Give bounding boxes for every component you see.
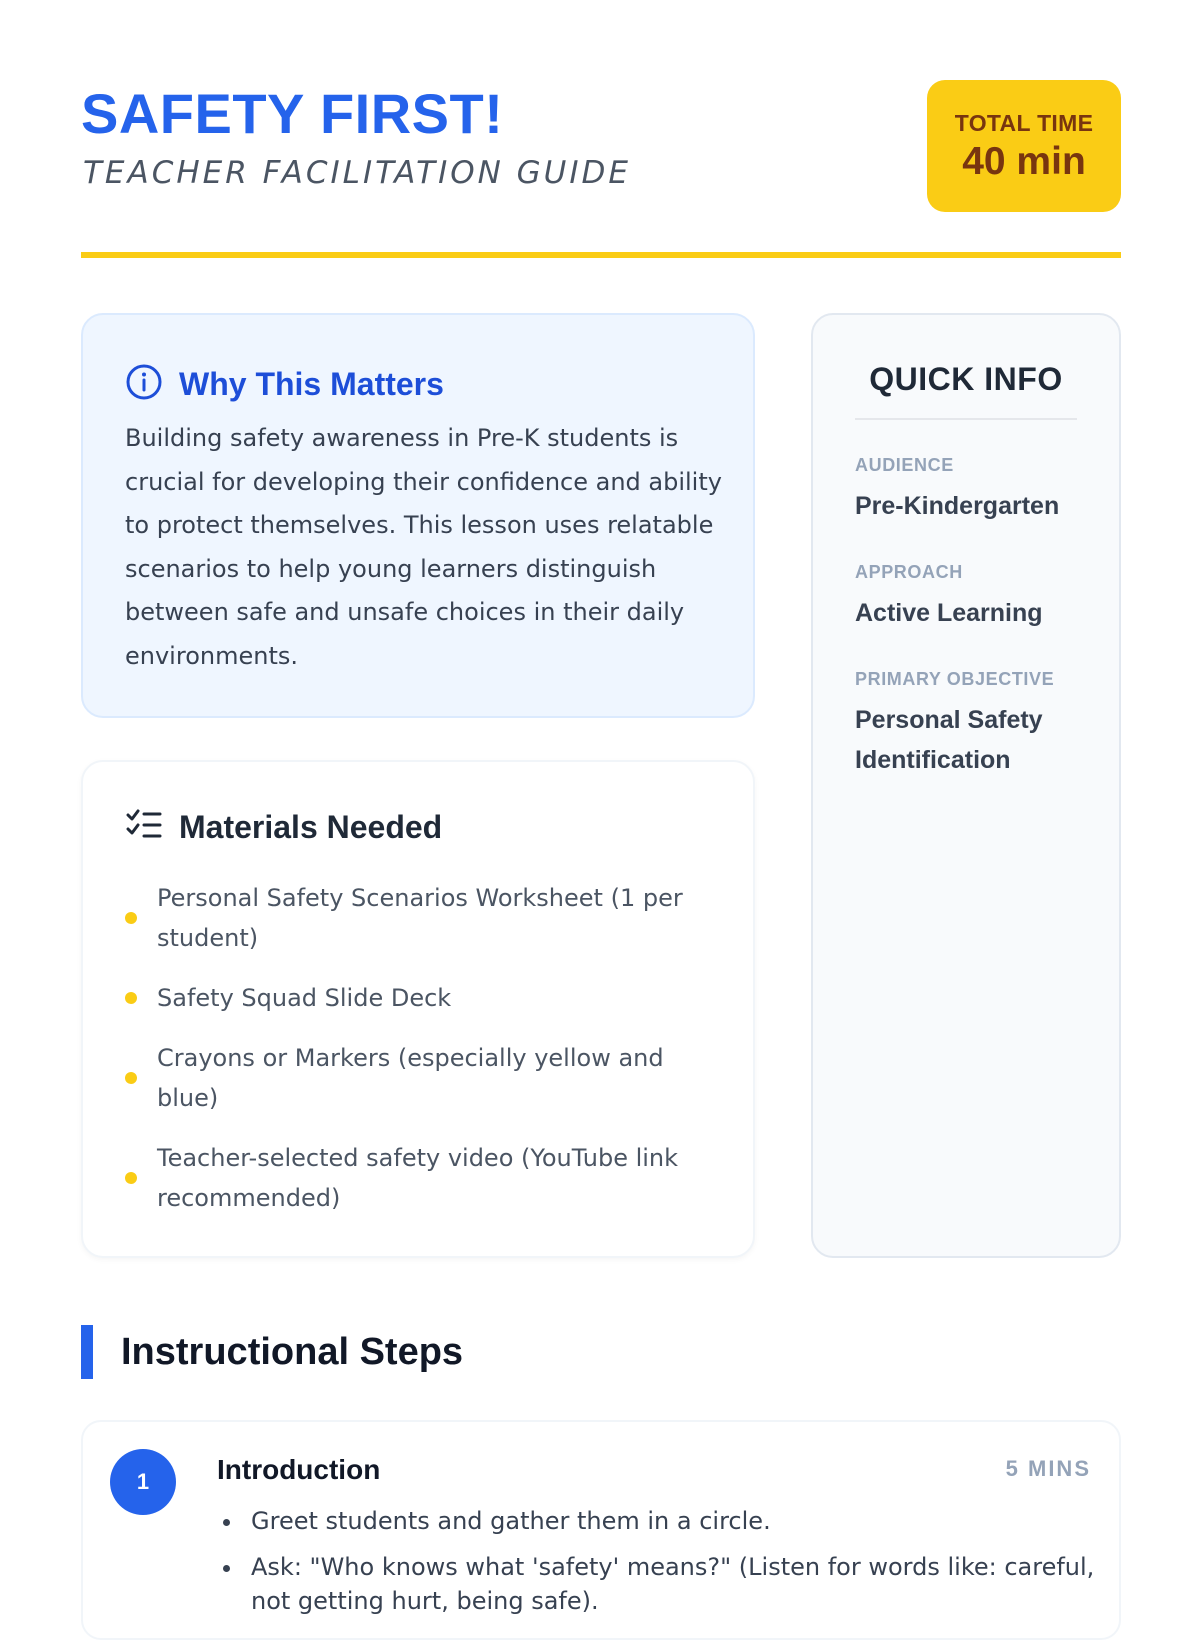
materials-list — [125, 878, 725, 1238]
objective-label: PRIMARY OBJECTIVE — [855, 669, 1055, 689]
material-item-text: Personal Safety Scenarios Worksheet (1 per student) — [157, 884, 683, 952]
approach-label: APPROACH — [855, 562, 963, 582]
approach-info — [855, 562, 1085, 633]
total-time-label: TOTAL TIME — [954, 110, 1094, 136]
bullet-dot-icon — [125, 1072, 137, 1084]
material-item-text: Crayons or Markers (especially yellow and blue) — [157, 1044, 664, 1112]
step-card — [81, 1420, 1121, 1640]
instructional-steps-title: Instructional Steps — [121, 1330, 464, 1373]
material-item — [125, 978, 725, 1018]
quick-info-title: QUICK INFO — [869, 361, 1063, 397]
why-heading — [125, 363, 444, 405]
objective-info — [855, 669, 1085, 780]
audience-label: AUDIENCE — [855, 455, 954, 475]
material-item-text: Safety Squad Slide Deck — [157, 984, 452, 1012]
material-item — [125, 1038, 725, 1118]
page-title: SAFETY FIRST! — [81, 82, 504, 145]
total-time-badge — [927, 80, 1121, 212]
material-item-text: Teacher-selected safety video (YouTube link recommended) — [157, 1144, 679, 1212]
materials-needed-card — [81, 760, 755, 1258]
checklist-icon — [125, 806, 163, 848]
audience-value: Pre-Kindergarten — [855, 492, 1060, 520]
materials-heading-text: Materials Needed — [179, 808, 443, 845]
step-bullet: Ask: "Who knows what 'safety' means?" (Listen for words like: careful, not getting hurt, being safe). — [217, 1550, 1097, 1618]
approach-value: Active Learning — [855, 599, 1043, 627]
material-item — [125, 878, 725, 958]
why-body-text: Building safety awareness in Pre-K students is crucial for developing their confidence and ability to protect themselves. This lesson uses relatable scenarios to help young learners distinguish between safe and unsafe choices in their daily environments. — [125, 424, 722, 670]
audience-info — [855, 455, 1085, 526]
header-divider — [81, 252, 1121, 258]
step-title: Introduction — [217, 1454, 381, 1485]
bullet-dot-icon — [125, 992, 137, 1004]
total-time-value: 40 min — [962, 140, 1086, 183]
page-subtitle: TEACHER FACILITATION GUIDE — [83, 155, 631, 191]
why-heading-text: Why This Matters — [179, 365, 444, 402]
info-circle-icon — [125, 363, 163, 405]
bullet-dot-icon — [125, 1172, 137, 1184]
step-bullet-list — [217, 1504, 1097, 1630]
step-number-badge: 1 — [110, 1449, 176, 1515]
guide-header — [81, 80, 1121, 260]
step-bullet: Greet students and gather them in a circle. — [217, 1504, 1097, 1538]
why-this-matters-card — [81, 313, 755, 718]
quick-info-card — [811, 313, 1121, 1258]
bullet-dot-icon — [125, 912, 137, 924]
step-duration: 5 MINS — [1005, 1456, 1091, 1481]
section-accent-bar — [81, 1325, 93, 1379]
quick-info-divider — [855, 418, 1077, 420]
materials-heading — [125, 806, 442, 848]
objective-value: Personal Safety Identification — [855, 706, 1043, 774]
instructional-steps-heading — [81, 1325, 463, 1379]
material-item — [125, 1138, 725, 1218]
